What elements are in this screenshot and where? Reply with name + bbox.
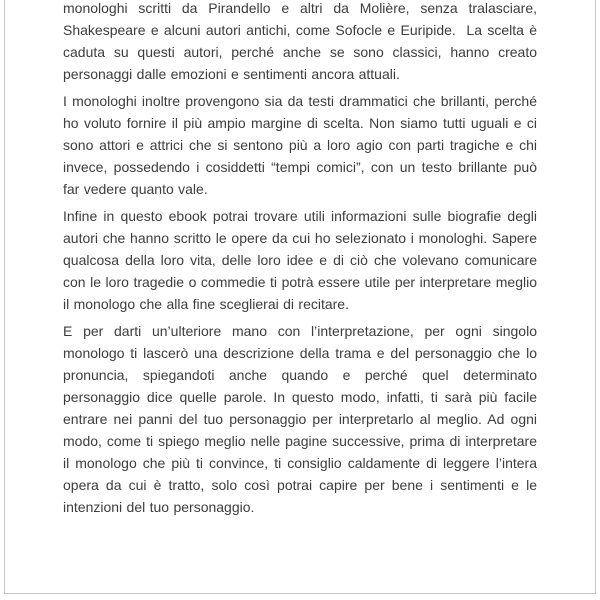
page-text-content	[5, 0, 595, 518]
body-paragraph-2: I monologhi inoltre provengono sia da testi drammatici che brillanti, perché ho voluto fornire il più ampio margine di scelta. Non siamo tutti uguali e ci sono attori e attrici che si sentono più a loro agio con parti tragiche e chi invece, possedendo i cosiddetti “tempi comici”, con un testo brillante può far vedere quanto vale.	[63, 93, 537, 197]
body-paragraph-1: monologhi scritti da Pirandello e altri da Molière, senza tralasciare, Shakespeare e alcuni autori antichi, come Sofocle e Euripide. La scelta è caduta su questi autori, perché anche se sono classici, hanno creato personaggi dalle emozioni e sentimenti ancora attuali.	[63, 0, 537, 82]
document-page	[4, 0, 596, 594]
body-paragraph-4: E per darti un’ulteriore mano con l’interpretazione, per ogni singolo monologo ti lascerò una descrizione della trama e del personaggio che lo pronuncia, spiegandoti anche quando e perché quel determinato personaggio dice quelle parole. In questo modo, infatti, ti sarà più facile entrare nei panni del tuo personaggio per interpretarlo al meglio. Ad ogni modo, come ti spiego meglio nelle pagine successive, prima di interpretare il monologo che più ti convince, ti consiglio caldamente di leggere l’intera opera da cui è tratto, solo così potrai capire per bene i sentimenti e le intenzioni del tuo personaggio.	[63, 323, 537, 515]
body-paragraph-3: Infine in questo ebook potrai trovare utili informazioni sulle biografie degli autori che hanno scritto le opere da cui ho selezionato i monologhi. Sapere qualcosa della loro vita, delle loro idee e di ciò che volevano comunicare con le loro tragedie o commedie ti potrà essere utile per interpretare meglio il monologo che alla fine sceglierai di recitare.	[63, 208, 537, 312]
